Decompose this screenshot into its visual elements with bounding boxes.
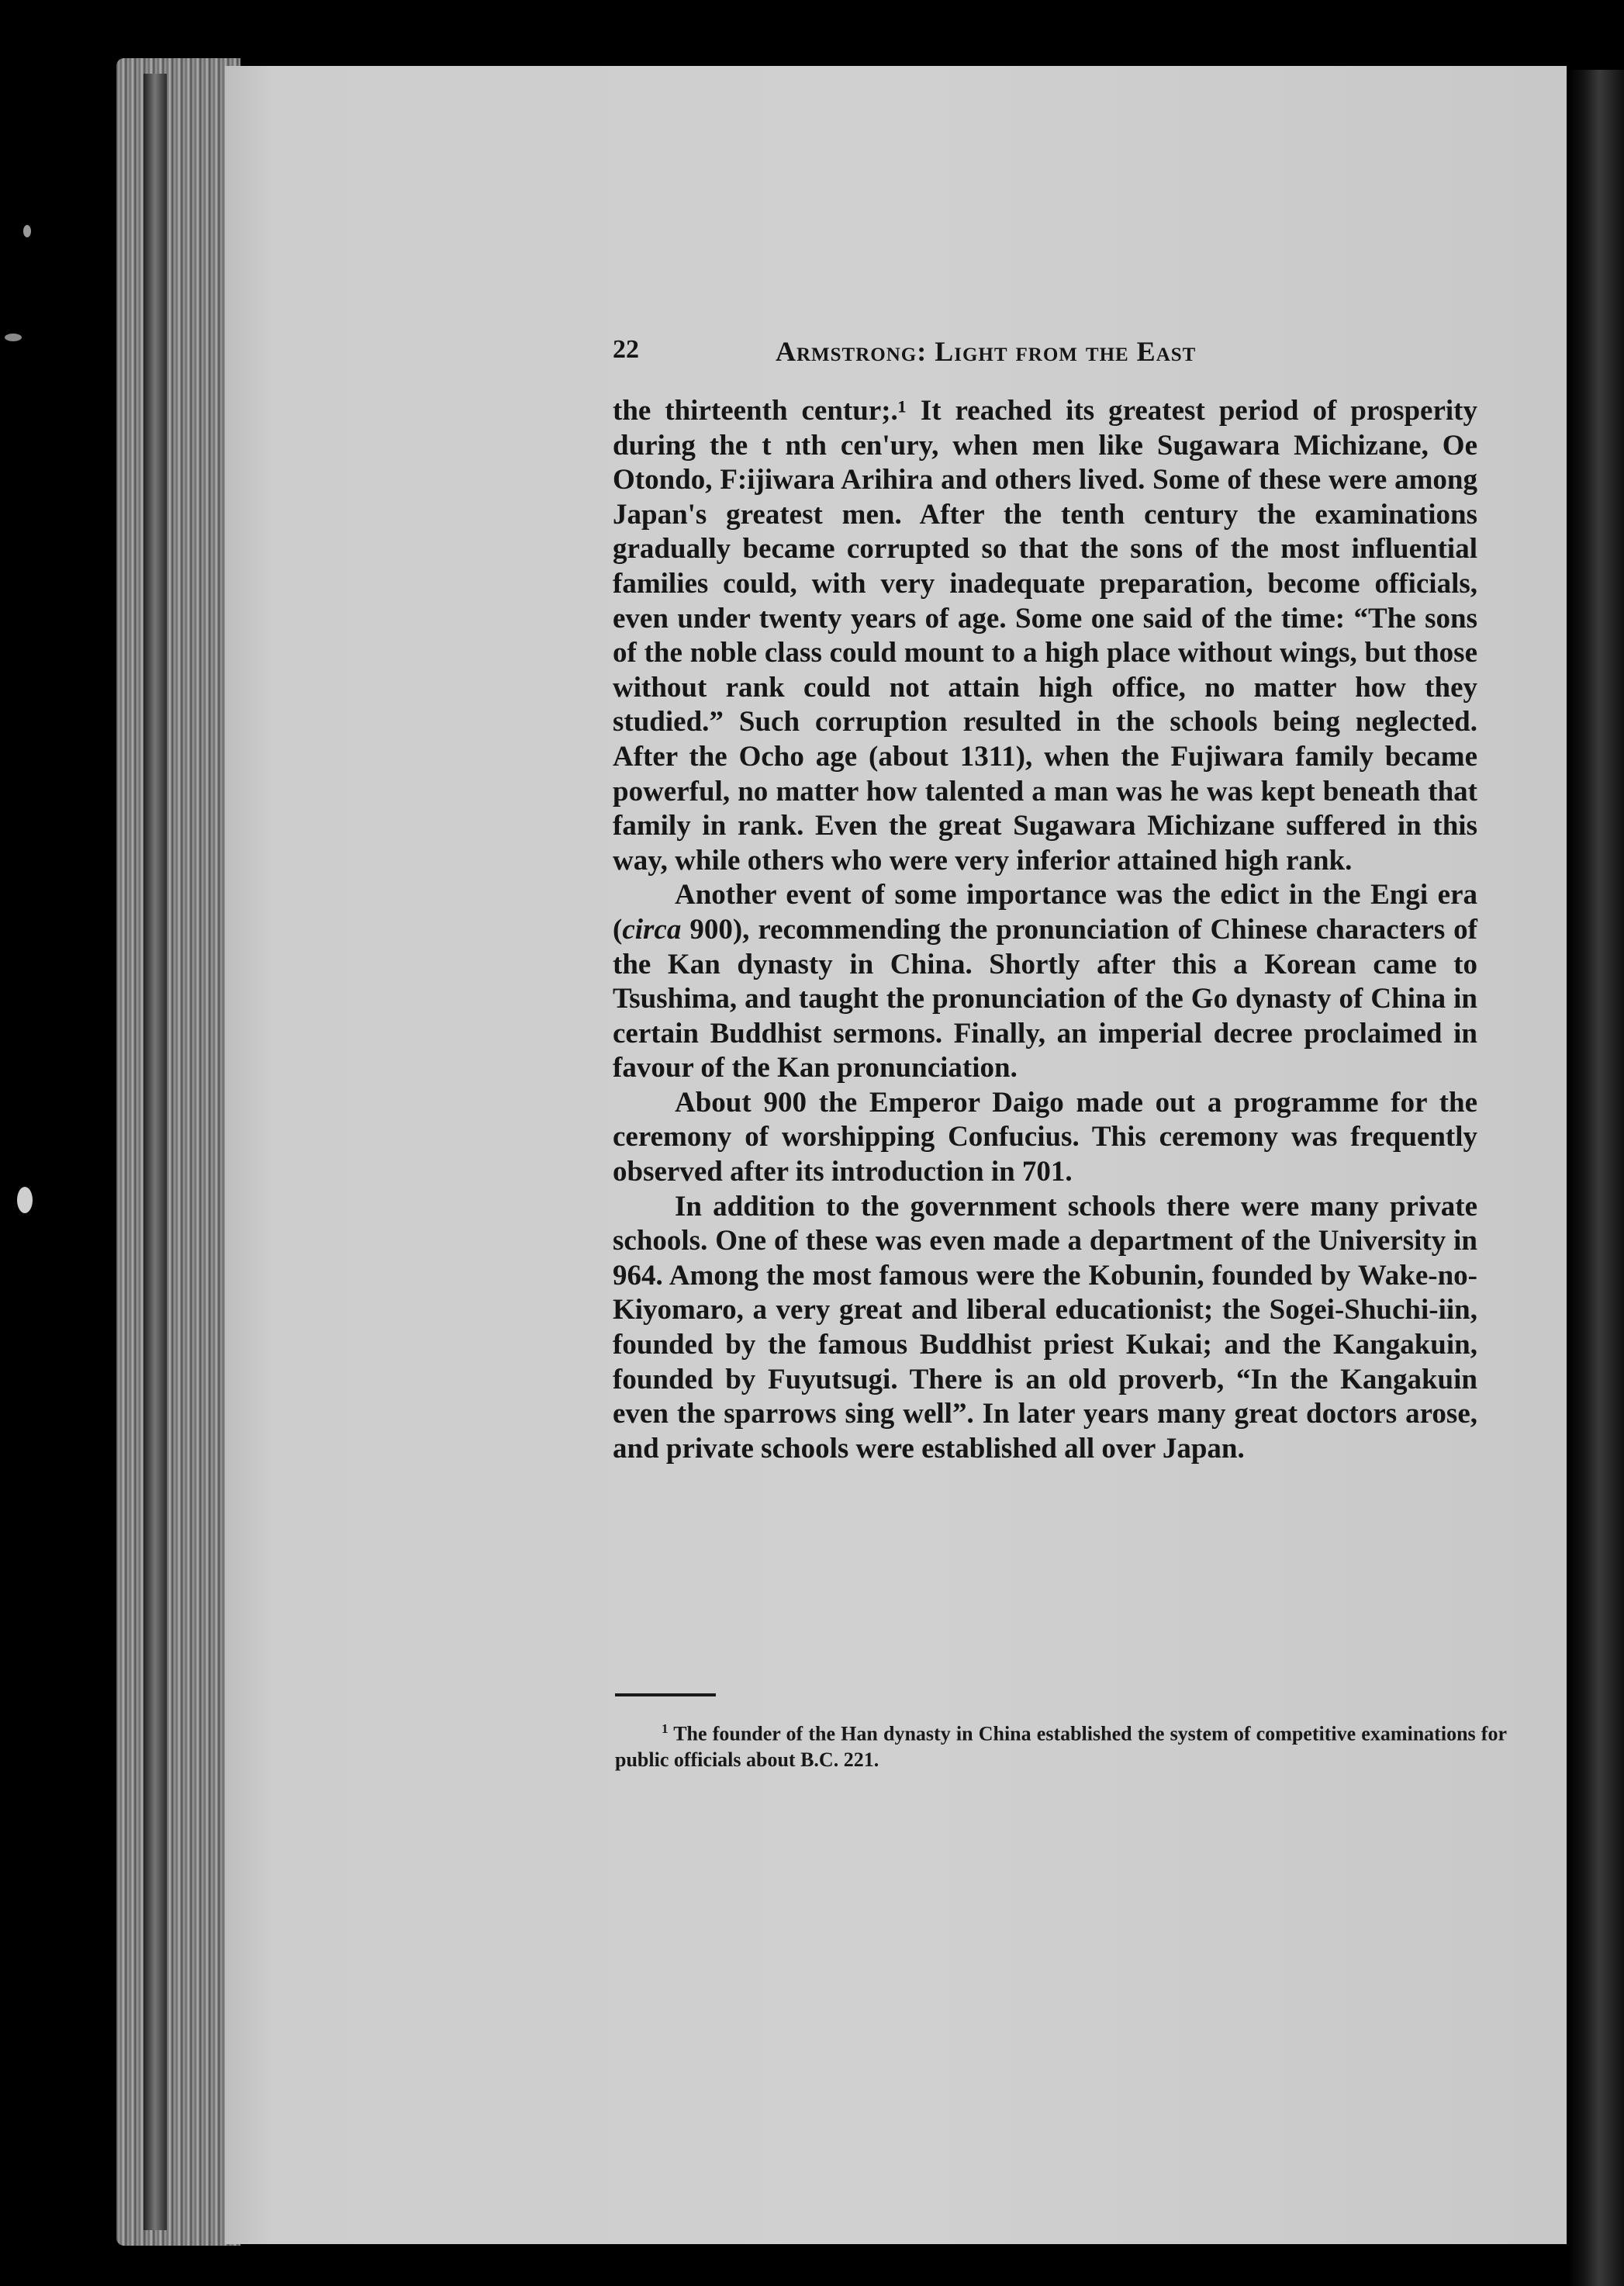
- footnote-marker: 1: [662, 1721, 669, 1736]
- body-text: [613, 394, 1477, 1466]
- paragraph-3: About 900 the Emperor Daigo made out a programme for the ceremony of worshipping Confucius. This ceremony was frequently observed after its introduction in 701.: [613, 1086, 1477, 1188]
- scan-artifact: [23, 225, 31, 237]
- italic-circa: circa: [622, 913, 682, 946]
- spine-shadow: [143, 74, 167, 2230]
- next-leaf-edge: [1568, 70, 1624, 2286]
- running-title: Armstrong: Light from the East: [776, 336, 1197, 367]
- paragraph-2-part: Another event of some importance was the edict in the Engi era (: [613, 879, 1477, 946]
- scan-artifact: [17, 1187, 33, 1213]
- footnote: [615, 1716, 1507, 1772]
- running-header: [613, 335, 1567, 369]
- paragraph-4: In addition to the government schools there were many private schools. One of these was even made a department of the University in 964. Among the most famous were the Kobunin, founded by Wake-no-Kiyomaro, a very great and liberal educationist; the Sogei-Shuchi-iin, founded by the famous Buddhist priest Kukai; and the Kangakuin, founded by Fuyutsugi. There is an old proverb, “In the Kangakuin even the sparrows sing well”. In later years many great doctors arose, and private schools were established all over Japan.: [613, 1190, 1477, 1465]
- stacked-page-edges: [116, 58, 240, 2246]
- scan-artifact: [5, 334, 22, 341]
- footnote-text: The founder of the Han dynasty in China established the system of competitive examinations for public officials about B.C. 221.: [615, 1722, 1508, 1771]
- page-number: 22: [613, 335, 639, 364]
- paragraph-2: [613, 878, 1477, 1086]
- paragraph-1: the thirteenth centur;.¹ It reached its greatest period of prosperity during the t nth cen'ury, when men like Sugawara Michizane, Oe Otondo, F:ijiwara Arihira and others lived. Some of these were among Japan's greatest men. After the tenth century the examinations gradually became corrupted so that the sons of the most influential families could, with very inadequate preparation, become officials, even under twenty years of age. Some one said of the time: “The sons of the noble class could mount to a high place without wings, but those without rank could not attain high office, no matter how they studied.” Such corruption resulted in the schools being neglected. After the Ocho age (about 1311), when the Fujiwara family became powerful, no matter how talented a man was he was kept beneath that family in rank. Even the great Sugawara Michizane suffered in this way, while others who were very inferior attained high rank.: [613, 395, 1477, 877]
- footnote-rule: [615, 1693, 716, 1696]
- paragraph-2-part: 900), recommending the pronunciation of Chinese characters of the Kan dynasty in China. Shortly after this a Korean came to Tsushima, and taught the pronunciation of the Go dynasty of China in certain Buddhist sermons. Finally, an imperial decree proclaimed in favour of the Kan pronunciation.: [613, 913, 1477, 1084]
